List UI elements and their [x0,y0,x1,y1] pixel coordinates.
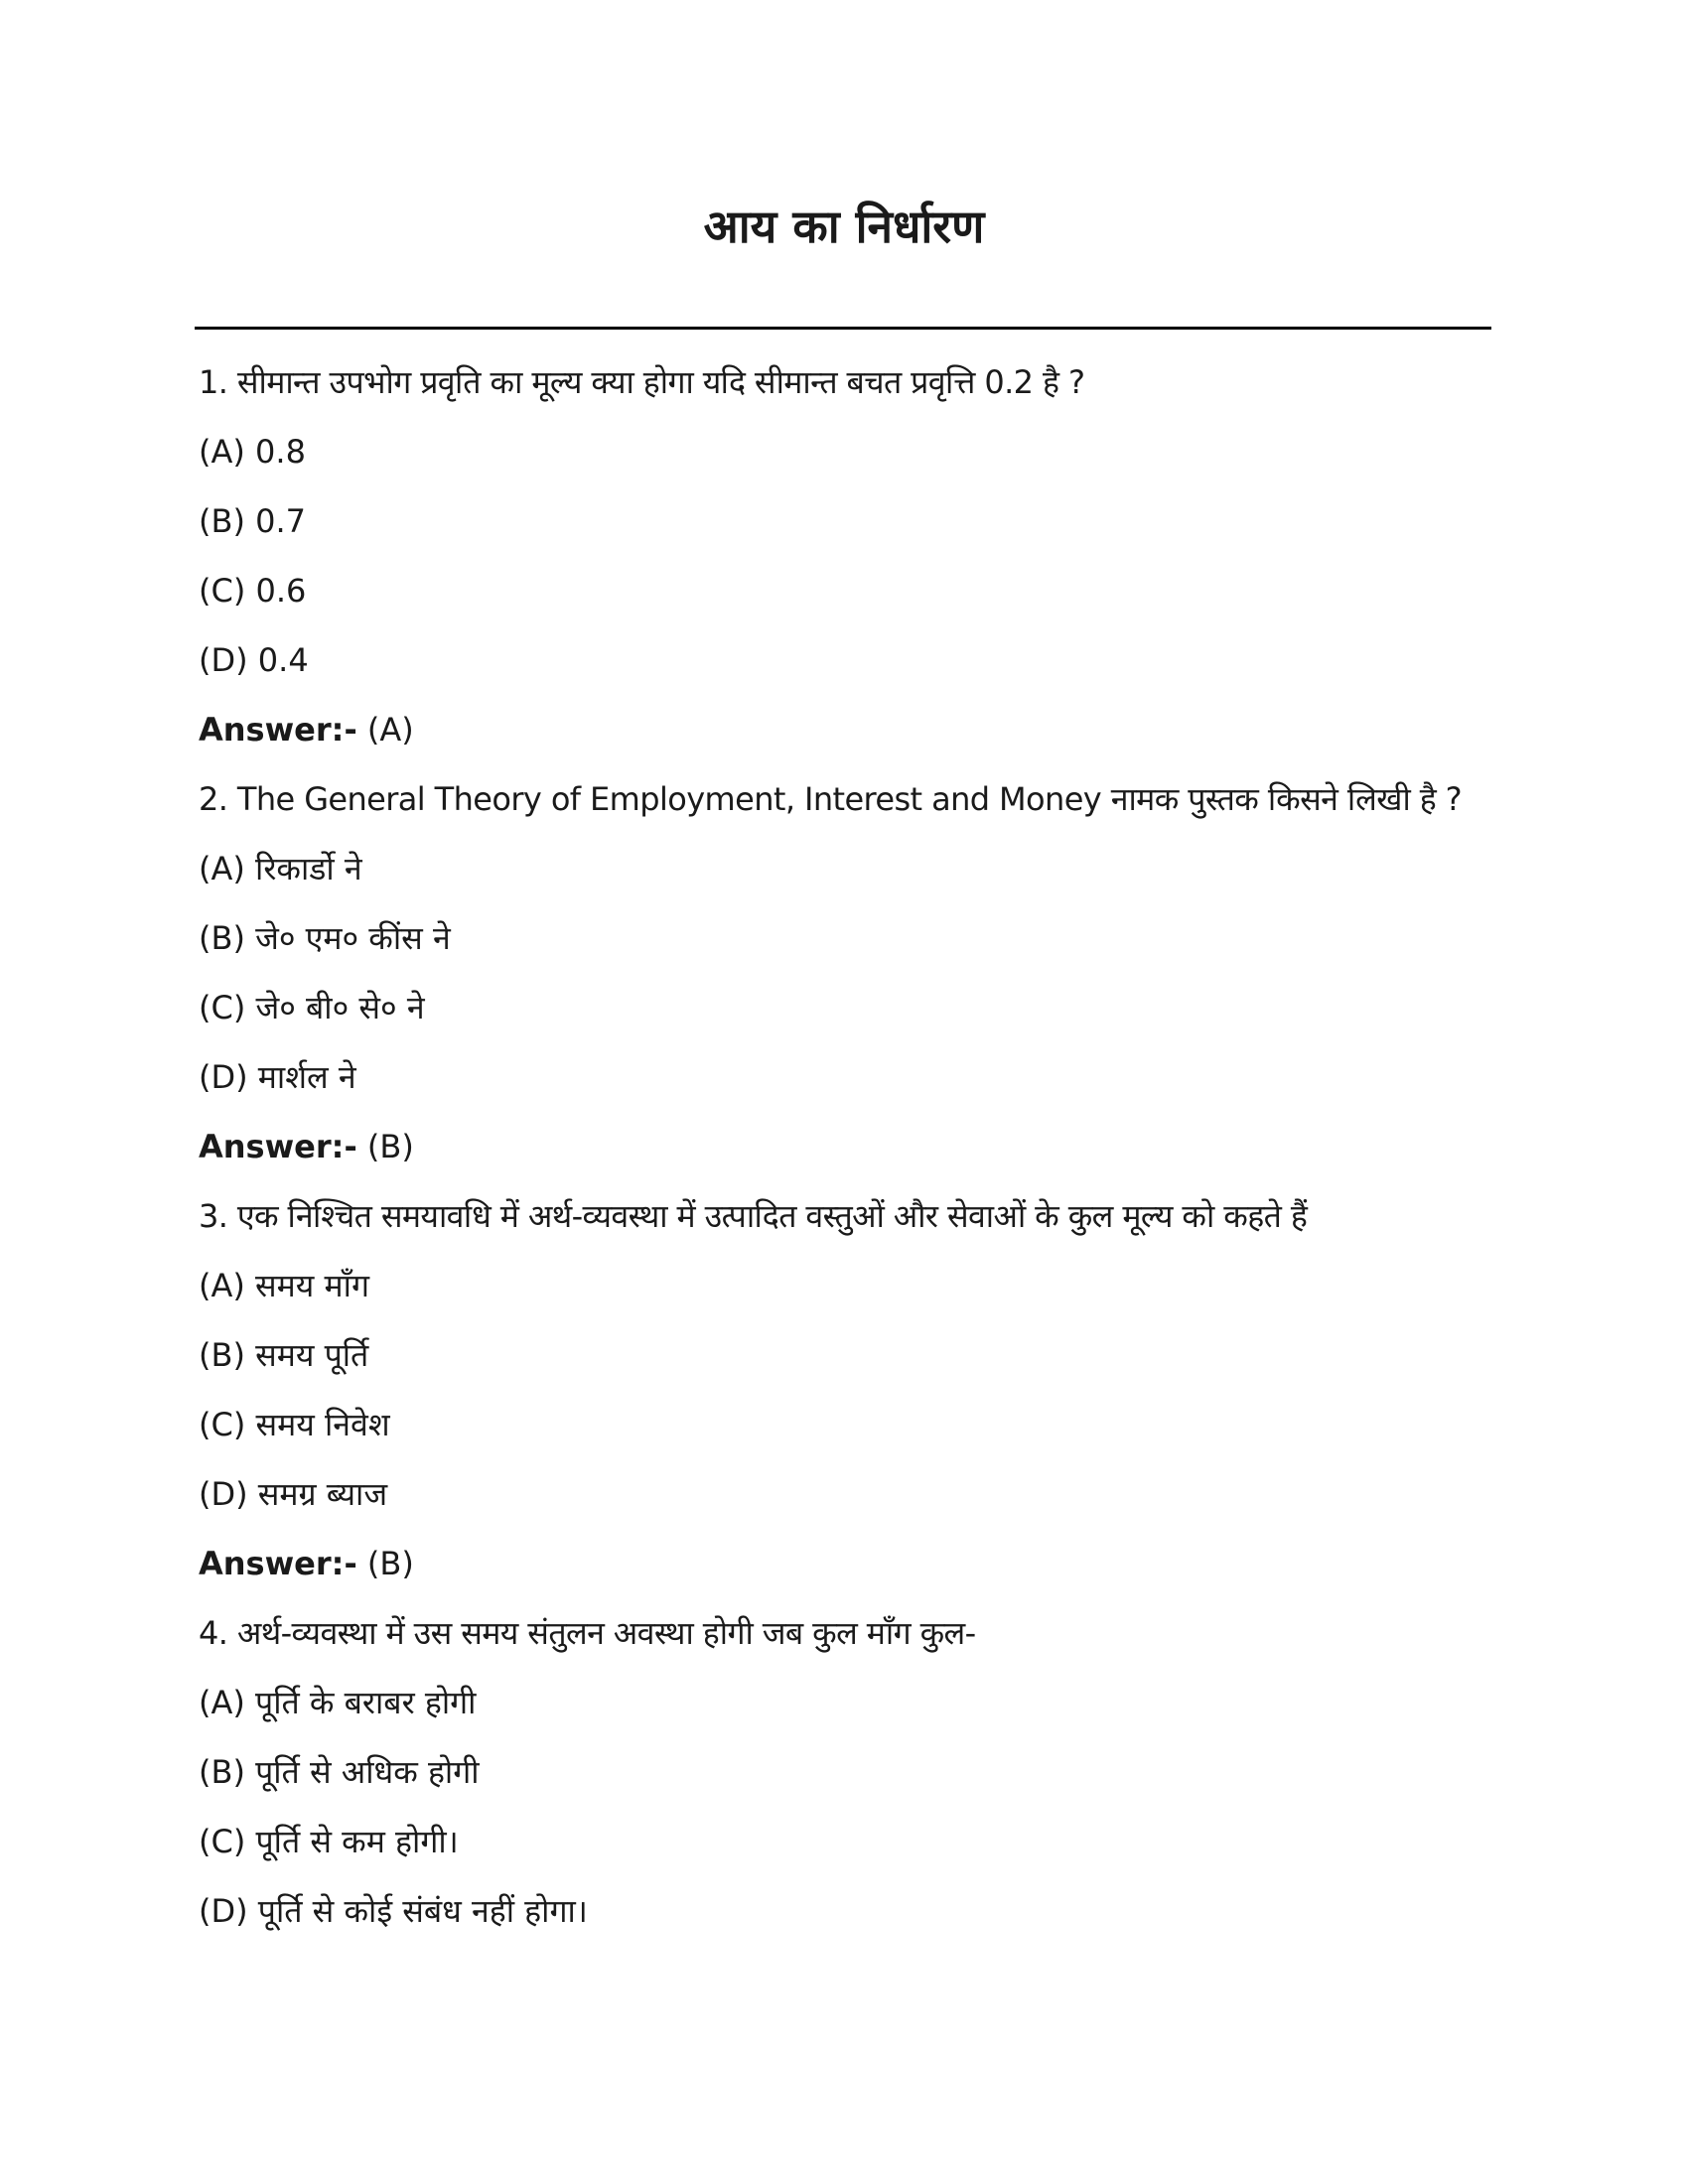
question-2-option-c: (C) जे० बी० से० ने [199,989,425,1026]
question-4-option-b: (B) पूर्ति से अधिक होगी [199,1753,480,1791]
question-4-text: 4. अर्थ-व्यवस्था में उस समय संतुलन अवस्था होगी जब कुल माँग कुल- [199,1614,976,1652]
answer-label: Answer:- [199,1545,357,1582]
question-2-option-d: (D) मार्शल ने [199,1058,356,1096]
question-1-answer [199,695,1489,764]
question-1-text: 1. सीमान्त उपभोग प्रवृति का मूल्य क्या होगा यदि सीमान्त बचत प्रवृत्ति 0.2 है ? [199,363,1085,401]
answer-value: (B) [366,1545,414,1582]
question-2-option-b: (B) जे० एम० कींस ने [199,919,451,957]
question-3-text: 3. एक निश्चित समयावधि में अर्थ-व्यवस्था में उत्पादित वस्तुओं और सेवाओं के कुल मूल्य को कहते हैं [199,1197,1308,1235]
question-3-answer [199,1529,1489,1598]
question-1-option-c: (C) 0.6 [199,572,307,610]
question-1-option-d: (D) 0.4 [199,641,309,679]
question-1-option-a: (A) 0.8 [199,433,306,471]
answer-label: Answer:- [199,1128,357,1165]
question-2-option-a: (A) रिकार्डो ने [199,850,362,887]
question-4-option-a: (A) पूर्ति के बराबर होगी [199,1684,477,1721]
question-4-option-c: (C) पूर्ति से कम होगी। [199,1823,459,1860]
question-3-option-b: (B) समय पूर्ति [199,1336,369,1374]
question-3-option-d: (D) समग्र ब्याज [199,1475,388,1513]
answer-value: (A) [366,711,414,749]
question-4-option-d: (D) पूर्ति से कोई संबंध नहीं होगा। [199,1892,588,1930]
answer-value: (B) [366,1128,414,1165]
title-divider [195,327,1491,330]
question-3-option-c: (C) समय निवेश [199,1406,390,1443]
question-2-answer [199,1112,1489,1181]
question-1-option-b: (B) 0.7 [199,502,306,540]
question-list [199,347,1489,1946]
answer-label: Answer:- [199,711,357,749]
question-3-option-a: (A) समय माँग [199,1267,369,1304]
page-title: आय का निर्धारण [703,200,985,253]
question-2-text: 2. The General Theory of Employment, Interest and Money नामक पुस्तक किसने लिखी है ? [199,780,1463,818]
